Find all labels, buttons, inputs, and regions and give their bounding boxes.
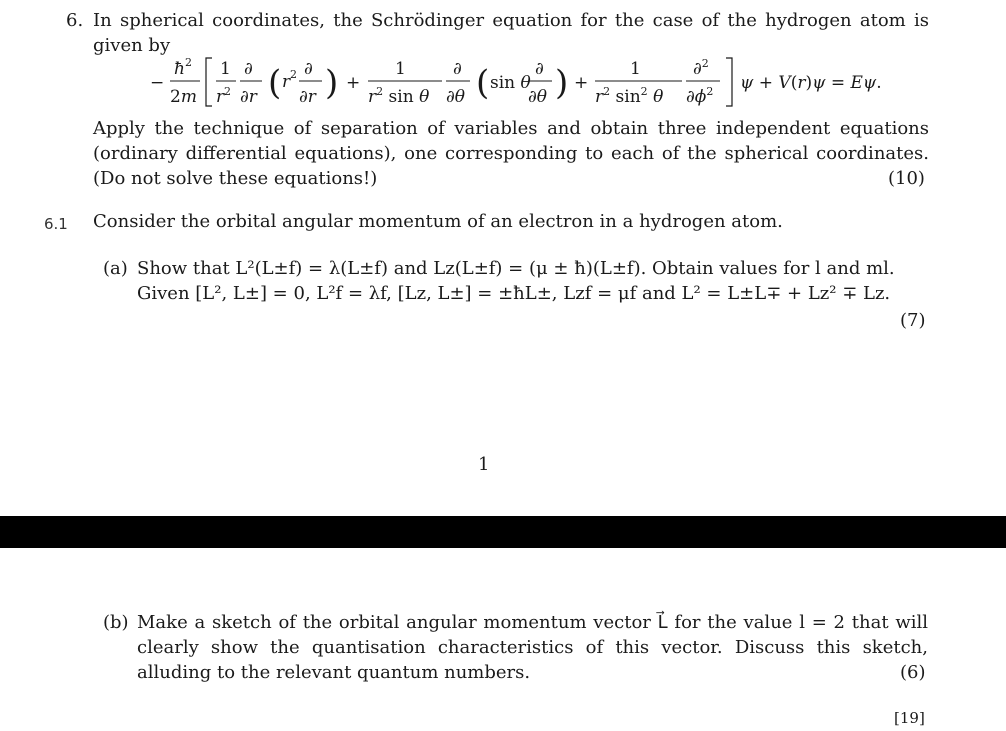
svg-text:(: (	[268, 63, 282, 103]
svg-text:ħ: ħ	[174, 59, 185, 79]
section-label: 6.1	[44, 215, 68, 233]
svg-text:1: 1	[220, 59, 231, 79]
svg-text:2: 2	[224, 85, 231, 98]
part-a-line1: Show that L²(L±f) = λ(L±f) and Lz(L±f) = (μ ± ħ)(L±f). Obtain values for l and ml.	[137, 258, 895, 279]
total-marks: [19]	[894, 709, 925, 727]
svg-text:−: −	[150, 73, 165, 93]
svg-text:2m: 2m	[170, 87, 197, 107]
svg-text:∂θ: ∂θ	[528, 87, 548, 107]
part-b-label: (b)	[103, 612, 129, 633]
svg-text:2: 2	[185, 56, 192, 69]
svg-text:∂ϕ2: $\partial\phi^2$	[686, 85, 714, 107]
svg-text:r2 sin2 θ: $r^2$ $\sin^2 \theta$	[595, 85, 664, 107]
svg-text:sin θ: sin θ	[490, 73, 531, 93]
question6-marks: (10)	[888, 168, 925, 189]
svg-text:∂: ∂	[535, 59, 544, 79]
svg-text:(: (	[476, 63, 490, 103]
schrodinger-equation	[150, 52, 930, 114]
redaction-bar	[0, 516, 1006, 548]
part-a-line2: Given [L², L±] = 0, L²f = λf, [Lz, L±] = ±ħL±, Lzf = μf and L² = L±L∓ + Lz² ∓ Lz.	[137, 283, 891, 304]
svg-text:r: r	[282, 72, 291, 92]
part-b	[103, 610, 928, 685]
svg-text:ψ + V(r)ψ = Eψ.: ψ + V(r)ψ = Eψ.	[740, 73, 882, 93]
part-a-label: (a)	[103, 258, 128, 279]
svg-text:2: 2	[290, 68, 297, 81]
instruction-text: Apply the technique of separation of variables and obtain three independent equations (ordinary differential equations), one corresponding to each of the spherical coordinates. (Do not solve these equations!)	[93, 118, 929, 189]
svg-text:+: +	[346, 73, 361, 93]
svg-text:r: r	[216, 87, 225, 107]
section-text: Consider the orbital angular momentum of an electron in a hydrogen atom.	[93, 211, 783, 232]
svg-text:∂2: ∂$^2$	[693, 57, 709, 79]
question-number: 6.	[66, 10, 84, 31]
svg-text:+: +	[574, 73, 589, 93]
part-b-marks: (6)	[900, 662, 926, 683]
svg-text:1: 1	[630, 59, 641, 79]
svg-text:∂: ∂	[453, 59, 462, 79]
part-a-marks: (7)	[900, 310, 926, 331]
svg-text:): )	[325, 63, 339, 103]
svg-text:1: 1	[395, 59, 406, 79]
part-a	[103, 256, 928, 306]
svg-text:∂: ∂	[304, 59, 313, 79]
part-b-text: Make a sketch of the orbital angular momentum vector L⃗ for the value l = 2 that will clearly show the quantisation characteristics of this vector. Discuss this sketch, alluding to the relevant quantum numbers.	[137, 612, 928, 683]
svg-text:∂r: ∂r	[240, 87, 257, 107]
svg-text:r2 sin θ: $r^2$ sin θ	[368, 85, 430, 107]
svg-text:∂θ: ∂θ	[446, 87, 466, 107]
question-instruction	[93, 116, 929, 191]
svg-text:∂: ∂	[244, 59, 253, 79]
svg-text:∂r: ∂r	[299, 87, 316, 107]
page-number: 1	[478, 454, 490, 475]
svg-text:): )	[555, 63, 569, 103]
question-intro: In spherical coordinates, the Schrödinger equation for the case of the hydrogen atom is given by	[93, 10, 929, 56]
